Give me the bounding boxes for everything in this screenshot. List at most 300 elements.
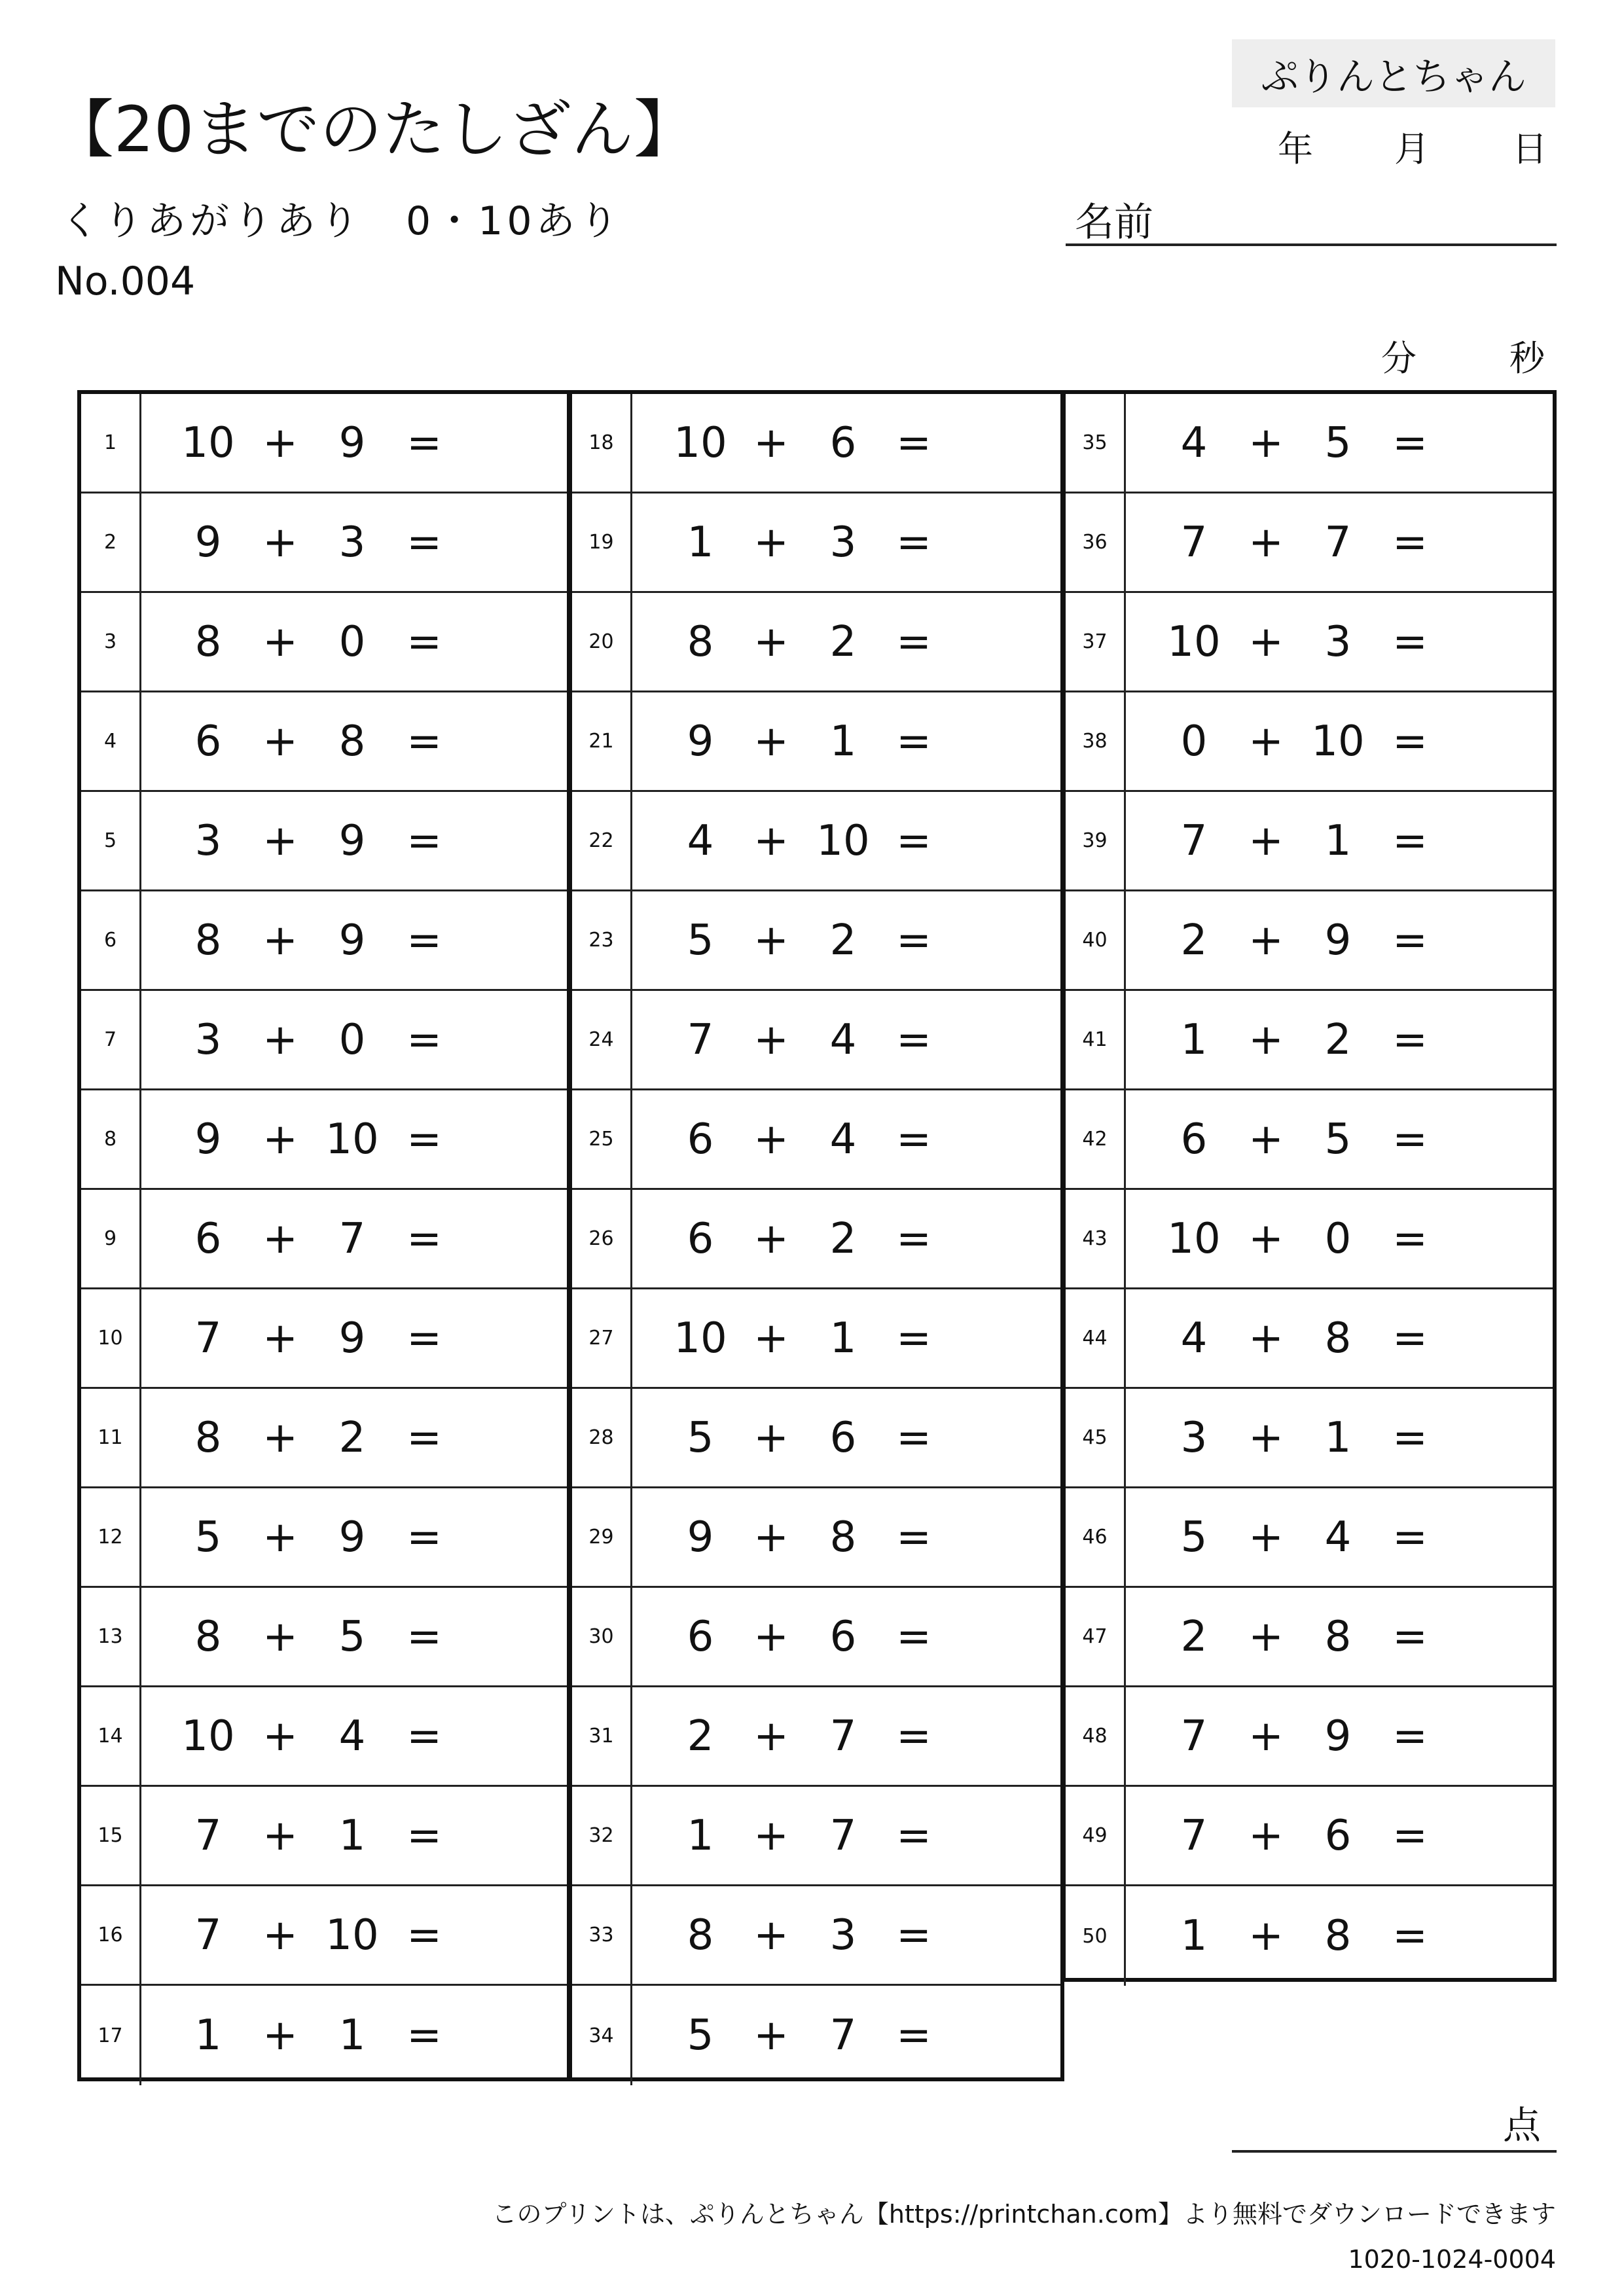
problem-row: [81, 1090, 567, 1190]
problem-expression[interactable]: [1126, 394, 1553, 492]
addend-b: 10: [816, 816, 870, 865]
addend-b: 9: [1324, 916, 1352, 965]
plus-sign: +: [753, 1513, 789, 1562]
plus-sign: +: [1248, 916, 1284, 965]
addend-b: 9: [338, 1314, 366, 1363]
problem-number: 37: [1066, 593, 1126, 691]
problem-number: 18: [572, 394, 632, 492]
equals-sign: =: [896, 617, 931, 666]
addend-a: 1: [1180, 1015, 1208, 1064]
problem-row: [572, 792, 1060, 891]
addend-b: 6: [829, 1413, 857, 1462]
problem-row: [1066, 991, 1553, 1090]
addend-a: 8: [194, 617, 222, 666]
addend-b: 10: [325, 1115, 379, 1164]
addend-a: 9: [687, 717, 714, 766]
addend-b: 6: [1324, 1811, 1352, 1860]
problem-expression[interactable]: [632, 493, 1060, 591]
equals-sign: =: [896, 816, 931, 865]
problem-expression[interactable]: [1126, 1090, 1553, 1188]
problem-expression[interactable]: [141, 493, 567, 591]
equals-sign: =: [896, 518, 931, 567]
addend-a: 9: [687, 1513, 714, 1562]
addend-a: 2: [1180, 1612, 1208, 1661]
problem-expression[interactable]: [632, 1687, 1060, 1785]
addend-a: 10: [1167, 1214, 1221, 1263]
addend-b: 6: [829, 1612, 857, 1661]
addend-b: 7: [829, 2011, 857, 2060]
plus-sign: +: [262, 518, 298, 567]
plus-sign: +: [262, 617, 298, 666]
problem-row: [1066, 394, 1553, 493]
equals-sign: =: [1392, 617, 1428, 666]
addend-b: 6: [829, 418, 857, 467]
addend-a: 10: [181, 418, 235, 467]
problem-expression[interactable]: [141, 394, 567, 492]
addend-a: 7: [1180, 1811, 1208, 1860]
worksheet-subtitle: くりあがりあり 0・10あり: [60, 198, 623, 244]
plus-sign: +: [262, 1910, 298, 1960]
problem-expression[interactable]: [632, 1190, 1060, 1287]
equals-sign: =: [896, 1513, 931, 1562]
problem-number: 19: [572, 493, 632, 591]
addend-a: 6: [687, 1214, 714, 1263]
equals-sign: =: [406, 1015, 442, 1064]
plus-sign: +: [262, 1413, 298, 1462]
plus-sign: +: [753, 418, 789, 467]
equals-sign: =: [406, 1314, 442, 1363]
problem-row: [1066, 1090, 1553, 1190]
equals-sign: =: [896, 1015, 931, 1064]
plus-sign: +: [262, 1214, 298, 1263]
problem-expression[interactable]: [141, 891, 567, 989]
equals-sign: =: [896, 1314, 931, 1363]
addend-b: 3: [1324, 617, 1352, 666]
plus-sign: +: [753, 2011, 789, 2060]
equals-sign: =: [1392, 1712, 1428, 1761]
addend-a: 7: [1180, 816, 1208, 865]
worksheet-title: 【20までのたしざん】: [51, 93, 697, 166]
problem-row: [572, 493, 1060, 593]
plus-sign: +: [1248, 1413, 1284, 1462]
equals-sign: =: [1392, 1115, 1428, 1164]
problem-number: 40: [1066, 891, 1126, 989]
problem-number: 14: [81, 1687, 141, 1785]
addend-a: 8: [194, 1612, 222, 1661]
problem-expression[interactable]: [632, 1090, 1060, 1188]
name-label: 名前: [1075, 200, 1153, 245]
equals-sign: =: [896, 717, 931, 766]
problem-number: 49: [1066, 1787, 1126, 1884]
equals-sign: =: [1392, 1314, 1428, 1363]
problem-expression[interactable]: [1126, 1687, 1553, 1785]
equals-sign: =: [1392, 1612, 1428, 1661]
problem-expression[interactable]: [141, 1886, 567, 1984]
addend-b: 5: [1324, 418, 1352, 467]
addend-a: 2: [687, 1712, 714, 1761]
footer-note: このプリントは、ぷりんとちゃん【https://printchan.com】より無料でダウンロードできます: [492, 2200, 1556, 2229]
problem-expression[interactable]: [632, 1986, 1060, 2085]
plus-sign: +: [262, 1811, 298, 1860]
problem-number: 42: [1066, 1090, 1126, 1188]
problem-number: 13: [81, 1588, 141, 1685]
addend-a: 4: [687, 816, 714, 865]
problem-number: 41: [1066, 991, 1126, 1088]
problem-number: 21: [572, 692, 632, 790]
problem-expression[interactable]: [1126, 1787, 1553, 1884]
addend-a: 7: [194, 1314, 222, 1363]
problem-row: [1066, 1588, 1553, 1687]
problem-number: 4: [81, 692, 141, 790]
equals-sign: =: [896, 1712, 931, 1761]
month-label: 月: [1394, 128, 1430, 170]
addend-a: 8: [194, 916, 222, 965]
plus-sign: +: [262, 1314, 298, 1363]
equals-sign: =: [406, 816, 442, 865]
addend-b: 1: [338, 2011, 366, 2060]
equals-sign: =: [896, 1612, 931, 1661]
problem-row: [1066, 1190, 1553, 1289]
problem-number: 26: [572, 1190, 632, 1287]
problem-expression[interactable]: [632, 1289, 1060, 1387]
plus-sign: +: [262, 717, 298, 766]
addend-b: 8: [338, 717, 366, 766]
problem-expression[interactable]: [1126, 1289, 1553, 1387]
problem-expression[interactable]: [141, 991, 567, 1088]
addend-b: 2: [829, 1214, 857, 1263]
day-label: 日: [1512, 128, 1547, 170]
addend-a: 4: [1180, 418, 1208, 467]
plus-sign: +: [753, 617, 789, 666]
problem-number: 24: [572, 991, 632, 1088]
problem-number: 8: [81, 1090, 141, 1188]
plus-sign: +: [1248, 1115, 1284, 1164]
equals-sign: =: [406, 518, 442, 567]
problem-row: [81, 493, 567, 593]
problem-row: [572, 991, 1060, 1090]
plus-sign: +: [1248, 1513, 1284, 1562]
equals-sign: =: [896, 1214, 931, 1263]
addend-a: 8: [194, 1413, 222, 1462]
equals-sign: =: [406, 1910, 442, 1960]
problem-number: 43: [1066, 1190, 1126, 1287]
addend-a: 3: [1180, 1413, 1208, 1462]
addend-b: 3: [829, 518, 857, 567]
problem-expression[interactable]: [141, 1389, 567, 1486]
problem-row: [81, 593, 567, 692]
addend-b: 3: [338, 518, 366, 567]
problem-column-3: [1062, 390, 1557, 1982]
problem-row: [81, 792, 567, 891]
equals-sign: =: [1392, 1015, 1428, 1064]
problem-row: [572, 1886, 1060, 1986]
addend-b: 2: [1324, 1015, 1352, 1064]
problem-number: 3: [81, 593, 141, 691]
addend-a: 5: [687, 916, 714, 965]
problem-row: [572, 1787, 1060, 1886]
addend-a: 1: [194, 2011, 222, 2060]
addend-b: 0: [1324, 1214, 1352, 1263]
addend-a: 3: [194, 1015, 222, 1064]
problem-number: 23: [572, 891, 632, 989]
problem-number: 39: [1066, 792, 1126, 889]
problem-expression[interactable]: [1126, 991, 1553, 1088]
equals-sign: =: [406, 1712, 442, 1761]
sheet-number: No.004: [55, 259, 196, 304]
problem-row: [1066, 1687, 1553, 1787]
addend-b: 3: [829, 1910, 857, 1960]
problem-row: [572, 1588, 1060, 1687]
equals-sign: =: [896, 1910, 931, 1960]
equals-sign: =: [1392, 1413, 1428, 1462]
addend-a: 1: [1180, 1912, 1208, 1960]
addend-a: 5: [194, 1513, 222, 1562]
addend-b: 1: [829, 717, 857, 766]
problem-row: [572, 394, 1060, 493]
equals-sign: =: [1392, 418, 1428, 467]
addend-a: 8: [687, 1910, 714, 1960]
footer-code: 1020-1024-0004: [1348, 2245, 1556, 2274]
addend-b: 5: [338, 1612, 366, 1661]
addend-a: 5: [1180, 1513, 1208, 1562]
problem-number: 44: [1066, 1289, 1126, 1387]
problem-row: [572, 1986, 1060, 2085]
problem-expression[interactable]: [1126, 1190, 1553, 1287]
plus-sign: +: [262, 1513, 298, 1562]
problem-row: [81, 1986, 567, 2085]
equals-sign: =: [406, 717, 442, 766]
problem-number: 38: [1066, 692, 1126, 790]
problem-row: [81, 1687, 567, 1787]
problem-expression[interactable]: [141, 792, 567, 889]
problem-row: [572, 1190, 1060, 1289]
problem-expression[interactable]: [1126, 493, 1553, 591]
equals-sign: =: [1392, 916, 1428, 965]
addend-a: 2: [1180, 916, 1208, 965]
addend-a: 1: [687, 518, 714, 567]
addend-a: 7: [1180, 518, 1208, 567]
plus-sign: +: [262, 816, 298, 865]
problem-number: 25: [572, 1090, 632, 1188]
score-label: 点: [1503, 2103, 1542, 2147]
plus-sign: +: [1248, 1612, 1284, 1661]
problem-number: 34: [572, 1986, 632, 2085]
problem-number: 10: [81, 1289, 141, 1387]
equals-sign: =: [1392, 1214, 1428, 1263]
problem-number: 47: [1066, 1588, 1126, 1685]
problem-expression[interactable]: [632, 891, 1060, 989]
equals-sign: =: [896, 916, 931, 965]
problem-expression[interactable]: [1126, 891, 1553, 989]
problem-expression[interactable]: [141, 593, 567, 691]
problem-expression[interactable]: [1126, 1488, 1553, 1586]
problem-expression[interactable]: [141, 1588, 567, 1685]
equals-sign: =: [406, 1811, 442, 1860]
problem-expression[interactable]: [632, 394, 1060, 492]
problem-number: 16: [81, 1886, 141, 1984]
problem-expression[interactable]: [632, 991, 1060, 1088]
problem-expression[interactable]: [632, 1389, 1060, 1486]
addend-b: 2: [829, 617, 857, 666]
plus-sign: +: [262, 1612, 298, 1661]
brand-badge: ぷりんとちゃん: [1232, 39, 1555, 107]
plus-sign: +: [1248, 1015, 1284, 1064]
plus-sign: +: [753, 1612, 789, 1661]
addend-b: 8: [1324, 1612, 1352, 1661]
problem-expression[interactable]: [1126, 1389, 1553, 1486]
addend-a: 5: [687, 1413, 714, 1462]
problem-expression[interactable]: [1126, 792, 1553, 889]
problem-expression[interactable]: [632, 1488, 1060, 1586]
problem-number: 17: [81, 1986, 141, 2085]
problem-number: 15: [81, 1787, 141, 1884]
problem-expression[interactable]: [141, 1289, 567, 1387]
addend-a: 9: [194, 518, 222, 567]
problem-expression[interactable]: [1126, 593, 1553, 691]
score-input-line[interactable]: [1232, 2150, 1557, 2153]
problem-number: 22: [572, 792, 632, 889]
problem-row: [1066, 1289, 1553, 1389]
problem-row: [572, 593, 1060, 692]
addend-a: 1: [687, 1811, 714, 1860]
equals-sign: =: [896, 2011, 931, 2060]
equals-sign: =: [1392, 816, 1428, 865]
equals-sign: =: [1392, 1811, 1428, 1860]
problem-row: [81, 1389, 567, 1488]
addend-a: 9: [194, 1115, 222, 1164]
addend-a: 3: [194, 816, 222, 865]
problem-expression[interactable]: [141, 1090, 567, 1188]
addend-b: 9: [338, 816, 366, 865]
equals-sign: =: [1392, 717, 1428, 766]
problem-expression[interactable]: [632, 1787, 1060, 1884]
problem-expression[interactable]: [632, 593, 1060, 691]
problem-column-2: [568, 390, 1064, 2081]
addend-b: 8: [829, 1513, 857, 1562]
plus-sign: +: [1248, 816, 1284, 865]
plus-sign: +: [262, 916, 298, 965]
plus-sign: +: [753, 1314, 789, 1363]
plus-sign: +: [753, 1712, 789, 1761]
addend-b: 9: [338, 916, 366, 965]
problem-expression[interactable]: [141, 1787, 567, 1884]
plus-sign: +: [753, 1910, 789, 1960]
problem-row: [572, 692, 1060, 792]
addend-a: 6: [687, 1115, 714, 1164]
problem-row: [572, 891, 1060, 991]
addend-b: 10: [1311, 717, 1365, 766]
problem-expression[interactable]: [632, 792, 1060, 889]
addend-a: 6: [194, 1214, 222, 1263]
addend-b: 8: [1324, 1314, 1352, 1363]
plus-sign: +: [262, 1115, 298, 1164]
problem-row: [81, 1488, 567, 1588]
addend-a: 10: [1167, 617, 1221, 666]
plus-sign: +: [262, 418, 298, 467]
problem-row: [81, 1588, 567, 1687]
problem-row: [81, 891, 567, 991]
problem-row: [572, 1289, 1060, 1389]
addend-a: 7: [194, 1910, 222, 1960]
problem-row: [1066, 692, 1553, 792]
addend-a: 4: [1180, 1314, 1208, 1363]
problem-expression[interactable]: [1126, 1886, 1553, 1986]
addend-b: 7: [829, 1712, 857, 1761]
addend-a: 0: [1180, 717, 1208, 766]
equals-sign: =: [896, 1811, 931, 1860]
problem-expression[interactable]: [141, 1687, 567, 1785]
problem-number: 31: [572, 1687, 632, 1785]
plus-sign: +: [1248, 1912, 1284, 1960]
problem-number: 5: [81, 792, 141, 889]
plus-sign: +: [753, 1214, 789, 1263]
problem-row: [572, 1687, 1060, 1787]
addend-b: 9: [338, 418, 366, 467]
problem-expression[interactable]: [632, 1588, 1060, 1685]
addend-b: 10: [325, 1910, 379, 1960]
problem-number: 50: [1066, 1886, 1126, 1986]
problem-expression[interactable]: [141, 692, 567, 790]
problem-row: [81, 394, 567, 493]
seconds-label: 秒: [1509, 338, 1545, 379]
addend-a: 10: [674, 1314, 727, 1363]
problem-expression[interactable]: [141, 1986, 567, 2085]
problem-number: 32: [572, 1787, 632, 1884]
equals-sign: =: [406, 418, 442, 467]
problem-number: 45: [1066, 1389, 1126, 1486]
problem-expression[interactable]: [632, 692, 1060, 790]
plus-sign: +: [262, 2011, 298, 2060]
problem-column-1: [77, 390, 571, 2081]
addend-b: 1: [338, 1811, 366, 1860]
problem-number: 20: [572, 593, 632, 691]
addend-a: 6: [687, 1612, 714, 1661]
addend-a: 7: [687, 1015, 714, 1064]
addend-b: 4: [829, 1115, 857, 1164]
name-input-line[interactable]: [1066, 243, 1557, 246]
problem-number: 46: [1066, 1488, 1126, 1586]
problem-expression[interactable]: [141, 1488, 567, 1586]
problem-number: 12: [81, 1488, 141, 1586]
problem-expression[interactable]: [141, 1190, 567, 1287]
plus-sign: +: [262, 1712, 298, 1761]
problem-expression[interactable]: [1126, 1588, 1553, 1685]
plus-sign: +: [1248, 518, 1284, 567]
problem-row: [1066, 593, 1553, 692]
plus-sign: +: [1248, 1214, 1284, 1263]
plus-sign: +: [753, 1413, 789, 1462]
problem-row: [1066, 1389, 1553, 1488]
problem-expression[interactable]: [1126, 692, 1553, 790]
equals-sign: =: [406, 1612, 442, 1661]
addend-b: 5: [1324, 1115, 1352, 1164]
plus-sign: +: [262, 1015, 298, 1064]
equals-sign: =: [896, 1115, 931, 1164]
addend-a: 10: [181, 1712, 235, 1761]
equals-sign: =: [406, 1513, 442, 1562]
plus-sign: +: [753, 717, 789, 766]
addend-b: 8: [1324, 1912, 1352, 1960]
problem-row: [572, 1090, 1060, 1190]
problem-expression[interactable]: [632, 1886, 1060, 1984]
equals-sign: =: [406, 1214, 442, 1263]
problem-row: [1066, 493, 1553, 593]
problem-number: 2: [81, 493, 141, 591]
addend-b: 9: [1324, 1712, 1352, 1761]
addend-a: 5: [687, 2011, 714, 2060]
problem-row: [1066, 891, 1553, 991]
addend-a: 6: [194, 717, 222, 766]
